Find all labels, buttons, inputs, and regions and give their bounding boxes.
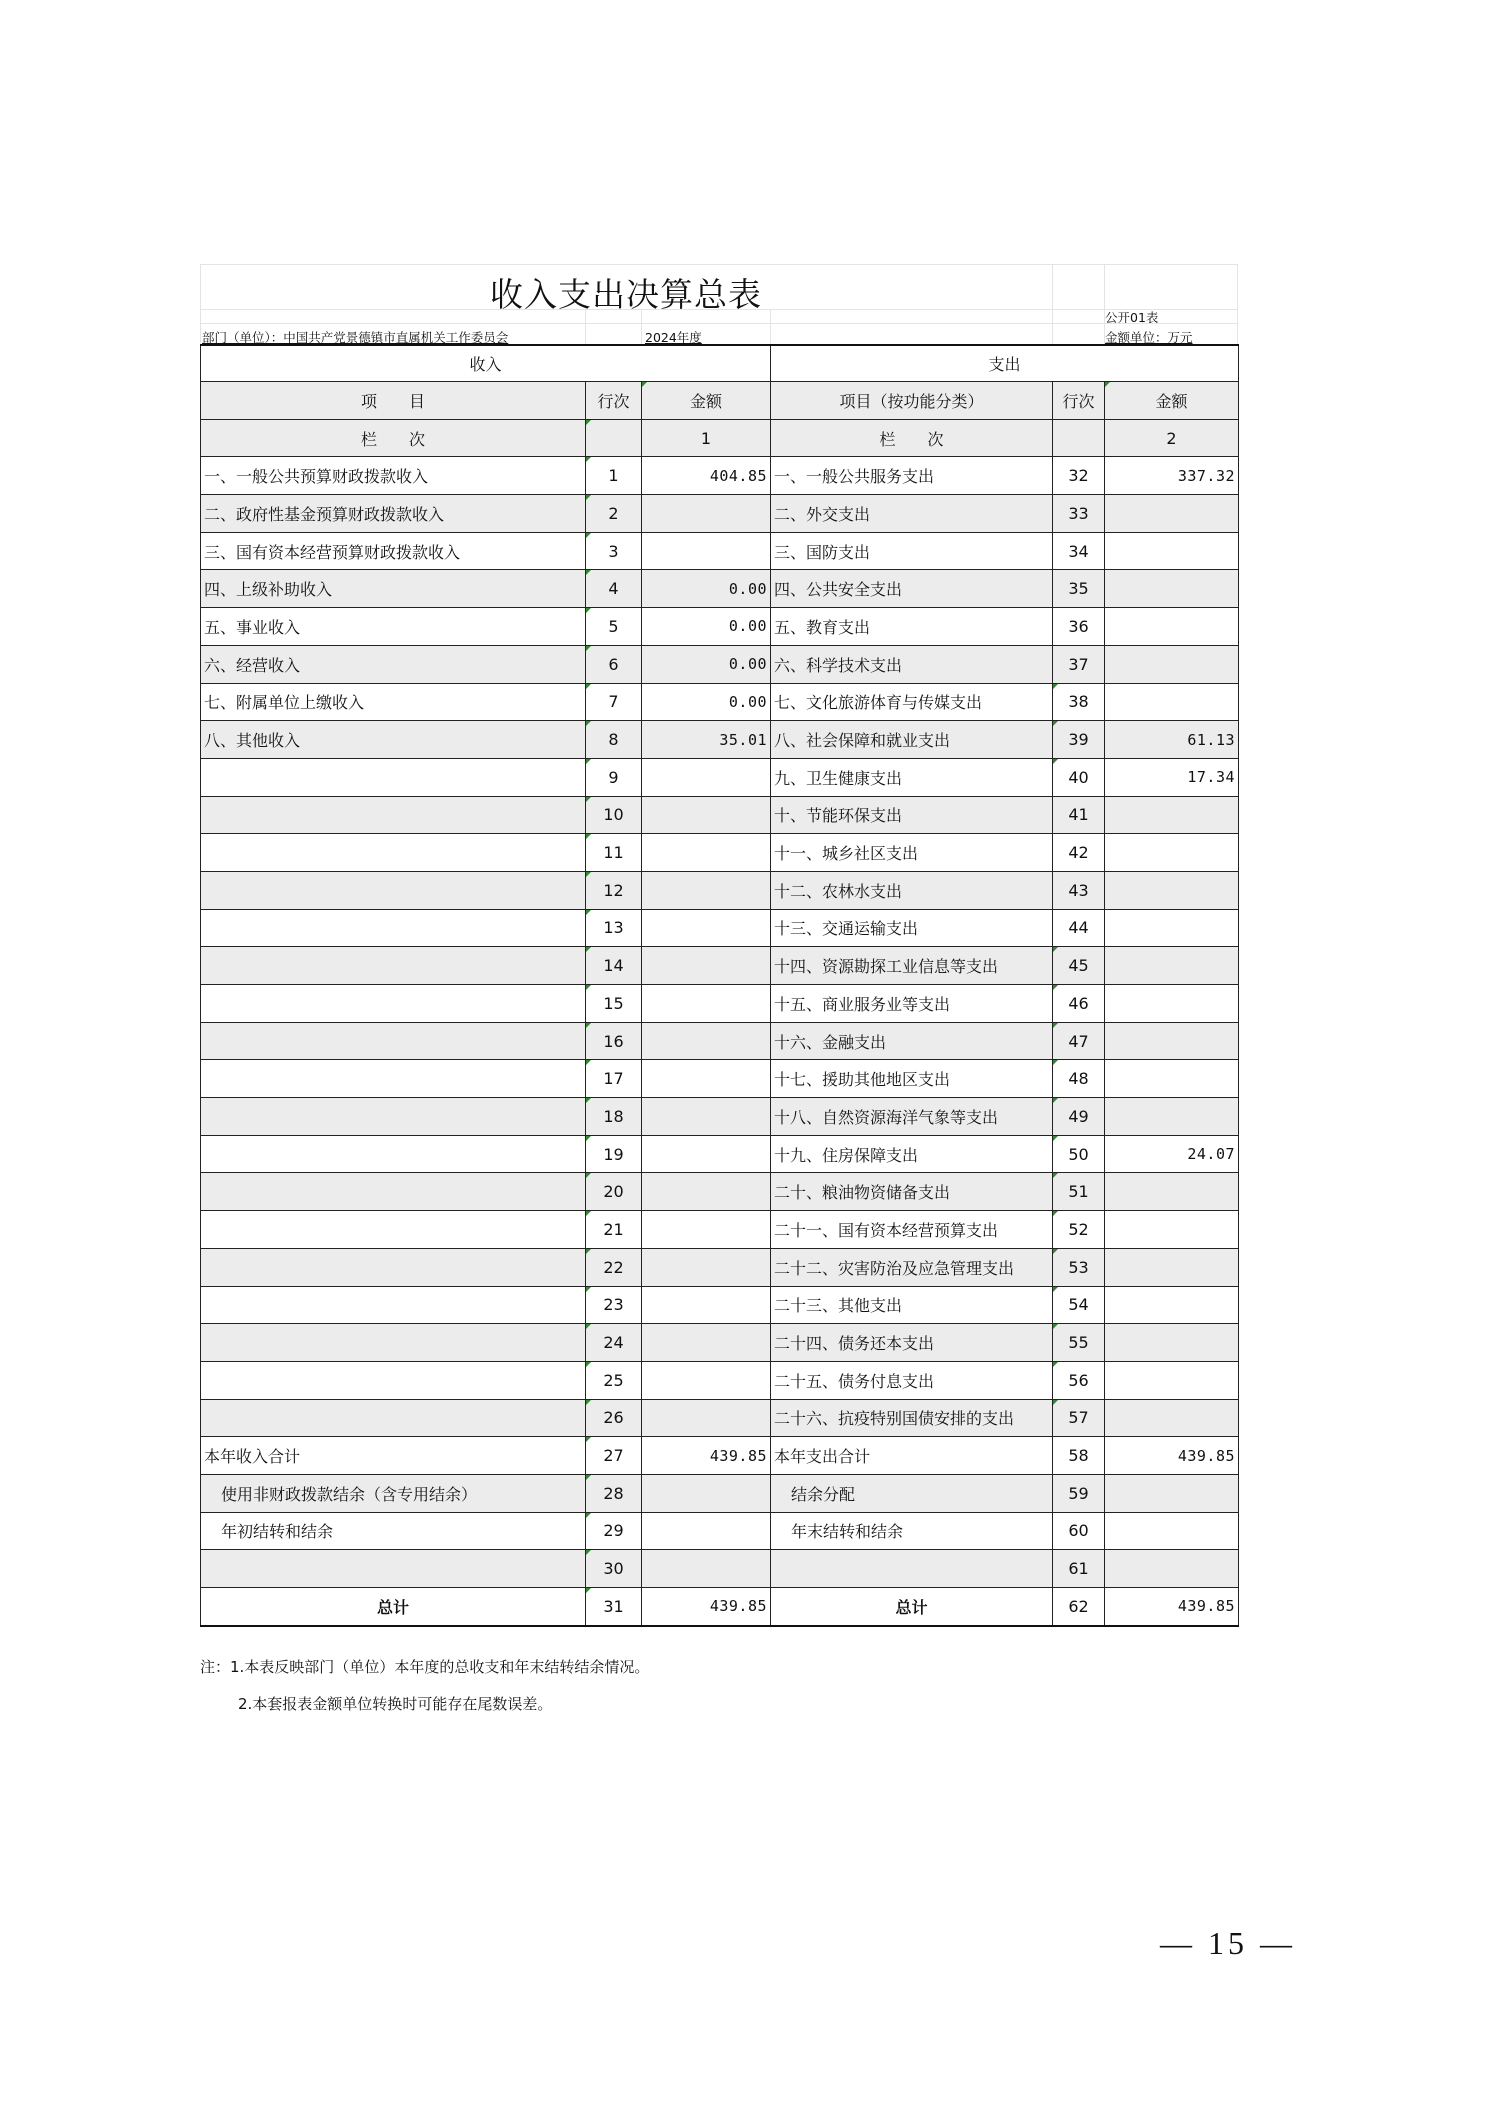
page-number: — 15 — <box>1160 1925 1296 1961</box>
table-row <box>201 645 1239 683</box>
income-item-cell <box>201 1098 586 1136</box>
income-amount-cell <box>642 1324 771 1362</box>
expense-amount-cell <box>1105 985 1239 1023</box>
expense-line-cell: 44 <box>1053 909 1105 947</box>
expense-line-cell: 45 <box>1053 947 1105 985</box>
table-row <box>201 495 1239 533</box>
header-expense-line: 行次 <box>1053 382 1105 420</box>
income-line-cell: 14 <box>586 947 642 985</box>
expense-line-cell: 40 <box>1053 758 1105 796</box>
income-line-cell: 26 <box>586 1399 642 1437</box>
expense-amount-cell <box>1105 1286 1239 1324</box>
table-row <box>201 796 1239 834</box>
income-item-cell <box>201 909 586 947</box>
summary-row <box>201 1437 1239 1475</box>
expense-amount-cell: 439.85 <box>1105 1437 1239 1475</box>
table-row <box>201 758 1239 796</box>
department-label: 部门（单位）：中国共产党景德镇市直属机关工作委员会 <box>202 330 509 345</box>
income-amount-cell: 0.00 <box>642 608 771 646</box>
income-line-cell: 5 <box>586 608 642 646</box>
expense-line-cell: 33 <box>1053 495 1105 533</box>
income-line-cell: 8 <box>586 721 642 759</box>
income-amount-cell <box>642 1098 771 1136</box>
note-1: 注：1.本表反映部门（单位）本年度的总收支和年末结转结余情况。 <box>200 1658 650 1676</box>
income-line-cell: 3 <box>586 532 642 570</box>
income-item-cell <box>201 1173 586 1211</box>
expense-line-cell: 58 <box>1053 1437 1105 1475</box>
expense-item-cell <box>771 1550 1053 1588</box>
column-index-1: 1 <box>642 419 771 457</box>
expense-line-cell: 48 <box>1053 1060 1105 1098</box>
income-line-cell: 25 <box>586 1361 642 1399</box>
expense-amount-cell: 24.07 <box>1105 1135 1239 1173</box>
column-index-row <box>201 419 1239 457</box>
expense-item-cell: 十五、商业服务业等支出 <box>771 985 1053 1023</box>
expense-amount-cell <box>1105 1361 1239 1399</box>
table-row <box>201 1022 1239 1060</box>
expense-item-cell: 二十、粮油物资储备支出 <box>771 1173 1053 1211</box>
column-header-row <box>201 382 1239 420</box>
expense-item-cell: 十七、援助其他地区支出 <box>771 1060 1053 1098</box>
income-item-cell: 五、事业收入 <box>201 608 586 646</box>
income-section-label: 收入 <box>201 345 771 382</box>
income-item-cell <box>201 1550 586 1588</box>
income-amount-cell: 404.85 <box>642 457 771 495</box>
income-item-cell <box>201 834 586 872</box>
expense-line-cell: 55 <box>1053 1324 1105 1362</box>
table-row <box>201 985 1239 1023</box>
income-amount-cell <box>642 985 771 1023</box>
income-amount-cell <box>642 834 771 872</box>
income-amount-cell <box>642 796 771 834</box>
income-item-cell: 六、经营收入 <box>201 645 586 683</box>
income-item-cell: 八、其他收入 <box>201 721 586 759</box>
income-line-cell: 7 <box>586 683 642 721</box>
expense-item-cell: 二十三、其他支出 <box>771 1286 1053 1324</box>
expense-amount-cell <box>1105 608 1239 646</box>
expense-line-cell: 50 <box>1053 1135 1105 1173</box>
expense-line-cell: 41 <box>1053 796 1105 834</box>
expense-item-cell: 三、国防支出 <box>771 532 1053 570</box>
income-line-cell: 22 <box>586 1248 642 1286</box>
income-item-cell <box>201 1399 586 1437</box>
income-line-cell: 20 <box>586 1173 642 1211</box>
expense-amount-cell <box>1105 947 1239 985</box>
income-amount-cell <box>642 947 771 985</box>
expense-item-cell: 年末结转和结余 <box>771 1512 1053 1550</box>
expense-item-cell: 十二、农林水支出 <box>771 871 1053 909</box>
expense-amount-cell <box>1105 1512 1239 1550</box>
table-row <box>201 871 1239 909</box>
table-row <box>201 1173 1239 1211</box>
expense-line-cell: 52 <box>1053 1211 1105 1249</box>
income-line-cell: 9 <box>586 758 642 796</box>
income-amount-cell <box>642 1550 771 1588</box>
expense-amount-cell <box>1105 796 1239 834</box>
expense-item-cell: 十四、资源勘探工业信息等支出 <box>771 947 1053 985</box>
summary-row <box>201 1512 1239 1550</box>
expense-amount-cell: 337.32 <box>1105 457 1239 495</box>
income-item-cell <box>201 796 586 834</box>
year-label: 2024年度 <box>645 330 702 345</box>
column-index-2: 2 <box>1105 419 1239 457</box>
income-item-cell <box>201 1211 586 1249</box>
expense-item-cell: 二十二、灾害防治及应急管理支出 <box>771 1248 1053 1286</box>
income-item-cell <box>201 1060 586 1098</box>
column-index-income-label: 栏 次 <box>201 419 586 457</box>
expense-amount-cell <box>1105 570 1239 608</box>
income-amount-cell <box>642 1211 771 1249</box>
expense-amount-cell: 17.34 <box>1105 758 1239 796</box>
income-item-cell: 七、附属单位上缴收入 <box>201 683 586 721</box>
expense-amount-cell <box>1105 1060 1239 1098</box>
table-row <box>201 1286 1239 1324</box>
table-row <box>201 1248 1239 1286</box>
income-item-cell: 总计 <box>201 1588 586 1626</box>
expense-line-cell: 34 <box>1053 532 1105 570</box>
expense-amount-cell <box>1105 1098 1239 1136</box>
header-expense-amount: 金额 <box>1105 382 1239 420</box>
table-row <box>201 457 1239 495</box>
expense-amount-cell <box>1105 1399 1239 1437</box>
expense-item-cell: 十九、住房保障支出 <box>771 1135 1053 1173</box>
header-income-item: 项 目 <box>201 382 586 420</box>
section-header-row <box>201 345 1239 382</box>
expense-item-cell: 二十四、债务还本支出 <box>771 1324 1053 1362</box>
expense-amount-cell: 439.85 <box>1105 1588 1239 1626</box>
income-line-cell: 15 <box>586 985 642 1023</box>
income-amount-cell <box>642 1399 771 1437</box>
income-amount-cell <box>642 1474 771 1512</box>
expense-line-cell: 36 <box>1053 608 1105 646</box>
income-amount-cell <box>642 871 771 909</box>
expense-amount-cell <box>1105 871 1239 909</box>
income-item-cell <box>201 947 586 985</box>
expense-line-cell: 59 <box>1053 1474 1105 1512</box>
expense-section-label: 支出 <box>771 345 1239 382</box>
column-index-income-line <box>586 419 642 457</box>
expense-amount-cell <box>1105 1173 1239 1211</box>
expense-item-cell: 十八、自然资源海洋气象等支出 <box>771 1098 1053 1136</box>
table-row <box>201 608 1239 646</box>
total-row <box>201 1588 1239 1626</box>
column-index-expense-line <box>1053 419 1105 457</box>
expense-amount-cell <box>1105 1022 1239 1060</box>
table-row <box>201 909 1239 947</box>
expense-amount-cell <box>1105 1550 1239 1588</box>
income-amount-cell <box>642 1286 771 1324</box>
table-row <box>201 1135 1239 1173</box>
income-line-cell: 12 <box>586 871 642 909</box>
income-item-cell <box>201 1286 586 1324</box>
income-item-cell <box>201 1135 586 1173</box>
income-item-cell: 三、国有资本经营预算财政拨款收入 <box>201 532 586 570</box>
expense-amount-cell <box>1105 834 1239 872</box>
expense-amount-cell <box>1105 495 1239 533</box>
income-line-cell: 28 <box>586 1474 642 1512</box>
expense-item-cell: 本年支出合计 <box>771 1437 1053 1475</box>
expense-item-cell: 二、外交支出 <box>771 495 1053 533</box>
column-index-expense-label: 栏 次 <box>771 419 1053 457</box>
income-item-cell <box>201 1248 586 1286</box>
header-income-line: 行次 <box>586 382 642 420</box>
table-row <box>201 1098 1239 1136</box>
expense-line-cell: 53 <box>1053 1248 1105 1286</box>
income-line-cell: 1 <box>586 457 642 495</box>
unit-label: 金额单位：万元 <box>1105 330 1193 345</box>
expense-item-cell: 七、文化旅游体育与传媒支出 <box>771 683 1053 721</box>
expense-item-cell: 二十六、抗疫特别国债安排的支出 <box>771 1399 1053 1437</box>
report-sheet <box>200 264 1238 1627</box>
expense-line-cell: 46 <box>1053 985 1105 1023</box>
income-line-cell: 18 <box>586 1098 642 1136</box>
expense-item-cell: 总计 <box>771 1588 1053 1626</box>
expense-amount-cell <box>1105 532 1239 570</box>
income-item-cell <box>201 1022 586 1060</box>
expense-item-cell: 九、卫生健康支出 <box>771 758 1053 796</box>
expense-item-cell: 八、社会保障和就业支出 <box>771 721 1053 759</box>
income-amount-cell: 439.85 <box>642 1437 771 1475</box>
expense-item-cell: 一、一般公共服务支出 <box>771 457 1053 495</box>
expense-line-cell: 32 <box>1053 457 1105 495</box>
expense-line-cell: 47 <box>1053 1022 1105 1060</box>
table-row <box>201 683 1239 721</box>
income-amount-cell: 35.01 <box>642 721 771 759</box>
note-2: 2.本套报表金额单位转换时可能存在尾数误差。 <box>238 1695 553 1713</box>
income-line-cell: 11 <box>586 834 642 872</box>
income-expense-table <box>200 344 1239 1627</box>
income-item-cell: 本年收入合计 <box>201 1437 586 1475</box>
table-row <box>201 1211 1239 1249</box>
income-amount-cell <box>642 532 771 570</box>
expense-item-cell: 五、教育支出 <box>771 608 1053 646</box>
income-item-cell: 四、上级补助收入 <box>201 570 586 608</box>
expense-item-cell: 十、节能环保支出 <box>771 796 1053 834</box>
table-row <box>201 947 1239 985</box>
income-amount-cell: 439.85 <box>642 1588 771 1626</box>
income-line-cell: 16 <box>586 1022 642 1060</box>
income-line-cell: 30 <box>586 1550 642 1588</box>
income-amount-cell <box>642 909 771 947</box>
form-code: 公开01表 <box>1105 310 1159 325</box>
expense-line-cell: 49 <box>1053 1098 1105 1136</box>
table-row <box>201 570 1239 608</box>
income-line-cell: 6 <box>586 645 642 683</box>
expense-amount-cell <box>1105 645 1239 683</box>
table-row <box>201 721 1239 759</box>
expense-line-cell: 37 <box>1053 645 1105 683</box>
income-line-cell: 13 <box>586 909 642 947</box>
department-row <box>200 323 1238 344</box>
expense-amount-cell <box>1105 683 1239 721</box>
income-line-cell: 10 <box>586 796 642 834</box>
income-amount-cell <box>642 1512 771 1550</box>
expense-item-cell: 结余分配 <box>771 1474 1053 1512</box>
income-amount-cell <box>642 495 771 533</box>
expense-line-cell: 38 <box>1053 683 1105 721</box>
table-row <box>201 532 1239 570</box>
title-row <box>200 264 1238 314</box>
expense-line-cell: 54 <box>1053 1286 1105 1324</box>
expense-item-cell: 二十一、国有资本经营预算支出 <box>771 1211 1053 1249</box>
income-amount-cell <box>642 1060 771 1098</box>
income-amount-cell: 0.00 <box>642 570 771 608</box>
income-line-cell: 24 <box>586 1324 642 1362</box>
expense-line-cell: 61 <box>1053 1550 1105 1588</box>
expense-item-cell: 六、科学技术支出 <box>771 645 1053 683</box>
income-item-cell: 年初结转和结余 <box>201 1512 586 1550</box>
income-line-cell: 4 <box>586 570 642 608</box>
summary-row <box>201 1550 1239 1588</box>
form-code-row <box>200 309 1238 323</box>
expense-item-cell: 十一、城乡社区支出 <box>771 834 1053 872</box>
income-line-cell: 27 <box>586 1437 642 1475</box>
expense-line-cell: 42 <box>1053 834 1105 872</box>
expense-line-cell: 56 <box>1053 1361 1105 1399</box>
summary-row <box>201 1474 1239 1512</box>
income-amount-cell: 0.00 <box>642 683 771 721</box>
income-line-cell: 29 <box>586 1512 642 1550</box>
income-line-cell: 17 <box>586 1060 642 1098</box>
income-line-cell: 19 <box>586 1135 642 1173</box>
income-item-cell <box>201 1324 586 1362</box>
expense-line-cell: 57 <box>1053 1399 1105 1437</box>
expense-amount-cell <box>1105 1324 1239 1362</box>
income-amount-cell <box>642 1361 771 1399</box>
expense-amount-cell <box>1105 1211 1239 1249</box>
expense-line-cell: 35 <box>1053 570 1105 608</box>
table-row <box>201 1060 1239 1098</box>
income-item-cell <box>201 1361 586 1399</box>
table-row <box>201 1361 1239 1399</box>
income-amount-cell <box>642 1173 771 1211</box>
income-line-cell: 2 <box>586 495 642 533</box>
income-item-cell: 二、政府性基金预算财政拨款收入 <box>201 495 586 533</box>
table-row <box>201 1399 1239 1437</box>
income-amount-cell <box>642 758 771 796</box>
income-item-cell: 一、一般公共预算财政拨款收入 <box>201 457 586 495</box>
income-amount-cell: 0.00 <box>642 645 771 683</box>
income-item-cell <box>201 871 586 909</box>
income-item-cell <box>201 985 586 1023</box>
income-item-cell: 使用非财政拨款结余（含专用结余） <box>201 1474 586 1512</box>
income-line-cell: 31 <box>586 1588 642 1626</box>
table-row <box>201 1324 1239 1362</box>
income-line-cell: 21 <box>586 1211 642 1249</box>
header-expense-item: 项目（按功能分类） <box>771 382 1053 420</box>
income-amount-cell <box>642 1248 771 1286</box>
expense-amount-cell <box>1105 1474 1239 1512</box>
expense-item-cell: 十六、金融支出 <box>771 1022 1053 1060</box>
table-row <box>201 834 1239 872</box>
income-line-cell: 23 <box>586 1286 642 1324</box>
income-amount-cell <box>642 1022 771 1060</box>
expense-item-cell: 十三、交通运输支出 <box>771 909 1053 947</box>
expense-line-cell: 39 <box>1053 721 1105 759</box>
expense-line-cell: 62 <box>1053 1588 1105 1626</box>
expense-line-cell: 43 <box>1053 871 1105 909</box>
expense-item-cell: 二十五、债务付息支出 <box>771 1361 1053 1399</box>
expense-amount-cell <box>1105 1248 1239 1286</box>
expense-amount-cell: 61.13 <box>1105 721 1239 759</box>
expense-line-cell: 60 <box>1053 1512 1105 1550</box>
report-title: 收入支出决算总表 <box>490 275 762 314</box>
expense-amount-cell <box>1105 909 1239 947</box>
expense-item-cell: 四、公共安全支出 <box>771 570 1053 608</box>
header-income-amount: 金额 <box>642 382 771 420</box>
income-item-cell <box>201 758 586 796</box>
expense-line-cell: 51 <box>1053 1173 1105 1211</box>
income-amount-cell <box>642 1135 771 1173</box>
